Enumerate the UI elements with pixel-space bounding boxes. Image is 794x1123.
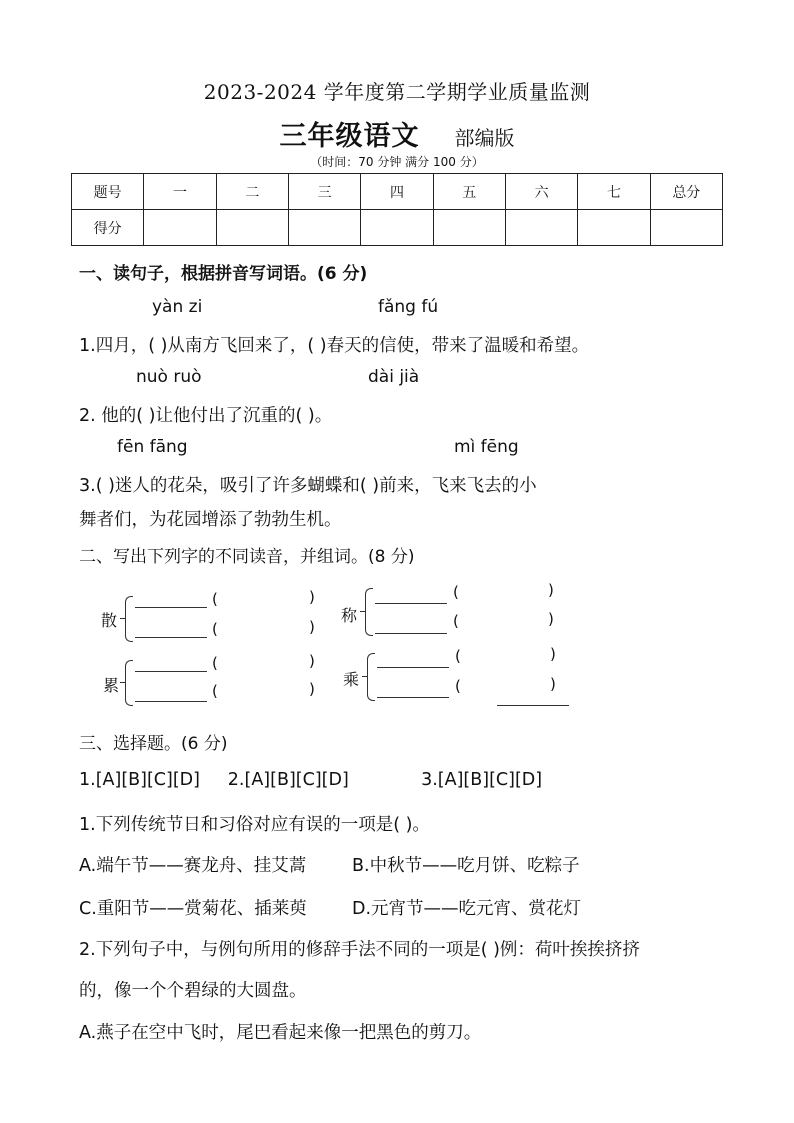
option-b[interactable]: B.中秋节——吃月饼、吃粽子	[352, 856, 580, 876]
answer-paren-close: )	[309, 680, 315, 698]
answer-grid[interactable]: 1.[A][B][C][D] 2.[A][B][C][D] 3.[A][B][C][D]	[79, 770, 543, 790]
character-label: 散	[101, 611, 118, 630]
table-cell: 四	[361, 174, 433, 210]
brace-tip	[120, 618, 125, 619]
table-cell: 五	[433, 174, 505, 210]
score-input-cell[interactable]	[433, 210, 505, 246]
table-cell: 一	[144, 174, 216, 210]
table-cell: 得分	[72, 210, 144, 246]
answer-paren-open: (	[212, 620, 218, 638]
brace-mark	[367, 653, 375, 701]
option-a[interactable]: A.端午节——赛龙舟、挂艾蒿	[79, 856, 307, 876]
option-a[interactable]: A.燕子在空中飞时，尾巴看起来像一把黑色的剪刀。	[79, 1023, 482, 1043]
question-1-1: 1.四月，( )从南方飞回来了，( )春天的信使，带来了温暖和希望。	[79, 336, 590, 356]
section1-heading: 一、读句子，根据拼音写词语。(6 分)	[79, 264, 368, 284]
brace-mark	[125, 596, 133, 642]
underline-mark	[497, 705, 569, 706]
score-input-cell[interactable]	[578, 210, 650, 246]
question-1-3-line2: 舞者们，为花园增添了勃勃生机。	[79, 510, 342, 530]
table-cell: 六	[505, 174, 577, 210]
subject-title: 三年级语文	[279, 121, 420, 152]
pinyin-hint: yàn zi	[152, 297, 203, 317]
time-note: （时间：70 分钟 满分 100 分）	[310, 155, 484, 169]
answer-paren-close: )	[548, 610, 554, 628]
brace-tip	[120, 682, 125, 683]
answer-paren-open: (	[455, 647, 461, 665]
brace-mark	[365, 588, 373, 636]
edition-label: 部编版	[454, 126, 515, 150]
score-input-cell[interactable]	[288, 210, 360, 246]
answer-line[interactable]	[135, 701, 207, 702]
answer-paren-open: (	[212, 654, 218, 672]
question-3-1-stem: 1.下列传统节日和习俗对应有误的一项是( )。	[79, 815, 430, 835]
table-cell: 总分	[650, 174, 722, 210]
score-input-cell[interactable]	[144, 210, 216, 246]
section3-heading: 三、选择题。(6 分)	[79, 734, 228, 754]
answer-line[interactable]	[377, 667, 449, 668]
section2-heading: 二、写出下列字的不同读音，并组词。(8 分)	[79, 547, 415, 567]
pinyin-hint: fēn fāng	[117, 437, 188, 457]
character-label: 累	[103, 676, 120, 695]
score-table	[71, 173, 723, 246]
answer-paren-close: )	[309, 618, 315, 636]
answer-paren-close: )	[550, 645, 556, 663]
brace-tip	[362, 676, 367, 677]
answer-paren-open: (	[453, 583, 459, 601]
answer-paren-close: )	[309, 652, 315, 670]
answer-paren-open: (	[212, 682, 218, 700]
option-c[interactable]: C.重阳节——赏菊花、插莱萸	[79, 899, 307, 919]
score-input-cell[interactable]	[650, 210, 722, 246]
score-input-cell[interactable]	[361, 210, 433, 246]
answer-paren-open: (	[453, 612, 459, 630]
table-cell: 题号	[72, 174, 144, 210]
pinyin-hint: mì fēng	[454, 437, 519, 457]
answer-paren-close: )	[309, 588, 315, 606]
answer-line[interactable]	[375, 603, 447, 604]
answer-paren-close: )	[548, 581, 554, 599]
answer-line[interactable]	[375, 633, 447, 634]
brace-mark	[125, 660, 133, 706]
option-d[interactable]: D.元宵节——吃元宵、赏花灯	[352, 899, 582, 919]
answer-line[interactable]	[377, 697, 449, 698]
question-3-2-stem-line1: 2.下列句子中，与例句所用的修辞手法不同的一项是( )例：荷叶挨挨挤挤	[79, 940, 640, 960]
answer-paren-open: (	[455, 677, 461, 695]
score-table-header-row	[72, 174, 723, 210]
score-input-cell[interactable]	[216, 210, 288, 246]
title-block	[0, 114, 794, 153]
table-cell: 七	[578, 174, 650, 210]
answer-line[interactable]	[135, 671, 207, 672]
question-3-2-stem-line2: 的，像一个个碧绿的大圆盘。	[79, 981, 307, 1001]
character-label: 乘	[343, 670, 360, 689]
pinyin-hint: dài jià	[368, 367, 420, 387]
exam-title: 2023-2024 学年度第二学期学业质量监测	[203, 80, 591, 104]
score-input-cell[interactable]	[505, 210, 577, 246]
pinyin-hint: nuò ruò	[136, 367, 202, 387]
character-label: 称	[341, 606, 358, 625]
table-cell: 二	[216, 174, 288, 210]
table-cell: 三	[288, 174, 360, 210]
pinyin-hint: fǎng fú	[378, 297, 439, 317]
question-1-2: 2. 他的( )让他付出了沉重的( )。	[79, 406, 333, 426]
answer-line[interactable]	[135, 607, 207, 608]
answer-paren-close: )	[550, 675, 556, 693]
question-1-3-line1: 3.( )迷人的花朵，吸引了许多蝴蝶和( )前来，飞来飞去的小	[79, 476, 537, 496]
brace-tip	[360, 611, 365, 612]
answer-paren-open: (	[212, 590, 218, 608]
score-table-score-row	[72, 210, 723, 246]
answer-line[interactable]	[135, 637, 207, 638]
